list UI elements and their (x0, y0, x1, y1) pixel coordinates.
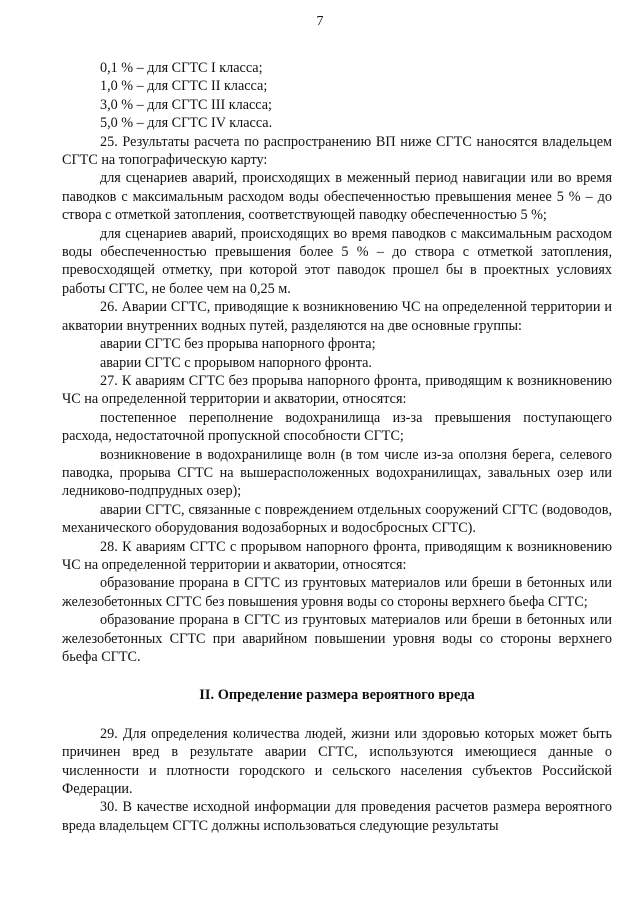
clause-26-item-2: аварии СГТС с прорывом напорного фронта. (100, 354, 372, 371)
clause-25-item-2: для сценариев аварий, происходящих во время паводков с максимальным расходом воды обеспеченностью превышения более 5 % – до створа с отметкой затопления, превосходящей отметку, при которой этот паводок прошел бы в проектных условиях работы СГТС, не более чем на 0,25 м. (62, 225, 612, 297)
list-item-class-3: 3,0 % – для СГТС III класса; (100, 96, 272, 113)
list-item-class-4: 5,0 % – для СГТС IV класса. (100, 115, 273, 132)
clause-25: 25. Результаты расчета по распространению ВП ниже СГТС наносятся владельцем СГТС на топографическую карту: (62, 133, 612, 169)
clause-28-item-2: образование прорана в СГТС из грунтовых материалов или бреши в бетонных или железобетонных СГТС при аварийном повышении уровня воды со стороны верхнего бьефа СГТС. (62, 612, 612, 665)
clause-30: 30. В качестве исходной информации для проведения расчетов размера вероятного вреда владельцем СГТС должны использоваться следующие результаты (62, 799, 612, 834)
clause-28: 28. К авариям СГТС с прорывом напорного фронта, приводящим к возникновению ЧС на определенной территории и акватории, относятся: (62, 538, 612, 573)
clause-26: 26. Аварии СГТС, приводящие к возникновению ЧС на определенной территории и акватории внутренних водных путей, разделяются на две основные группы: (62, 299, 612, 334)
clause-27-item-2: возникновение в водохранилище волн (в том числе из-за оползня берега, селевого паводка, прорыва СГТС на вышерасположенных водохранилищах, завальных озер или ледниково-подпрудных озер); (62, 446, 612, 500)
clause-28-item-1: образование прорана в СГТС из грунтовых материалов или бреши в бетонных или железобетонных СГТС без повышения уровня воды со стороны верхнего бьефа СГТС; (62, 575, 612, 610)
clause-25-item-1: для сценариев аварий, происходящих в меженный период навигации или во время паводков с максимальным расходом воды обеспеченностью превышения менее 5 % – до створа с отметкой затопления, соответствующей паводку обеспеченностью 5 %; (62, 170, 612, 224)
list-item-class-1: 0,1 % – для СГТС I класса; (100, 60, 263, 76)
section-heading: II. Определение размера вероятного вреда (199, 687, 475, 704)
page-number: 7 (316, 14, 324, 29)
clause-29: 29. Для определения количества людей, жизни или здоровью которых может быть причинен вред в результате аварии СГТС, используются имеющиеся данные о численности и плотности городского и сельского населения субъектов Российской Федерации. (62, 725, 612, 798)
clause-27-item-3: аварии СГТС, связанные с повреждением отдельных сооружений СГТС (водоводов, механического оборудования водозаборных и водосбросных СГТС). (62, 501, 612, 537)
document-body (62, 59, 612, 835)
clause-27-item-1: постепенное переполнение водохранилища из-за превышения поступающего расхода, недостаточной пропускной способности СГТС; (62, 409, 612, 445)
clause-26-item-1: аварии СГТС без прорыва напорного фронта; (100, 336, 376, 353)
list-item-class-2: 1,0 % – для СГТС II класса; (100, 78, 268, 95)
clause-27: 27. К авариям СГТС без прорыва напорного фронта, приводящим к возникновению ЧС на определенной территории и акватории, относятся: (62, 372, 612, 408)
